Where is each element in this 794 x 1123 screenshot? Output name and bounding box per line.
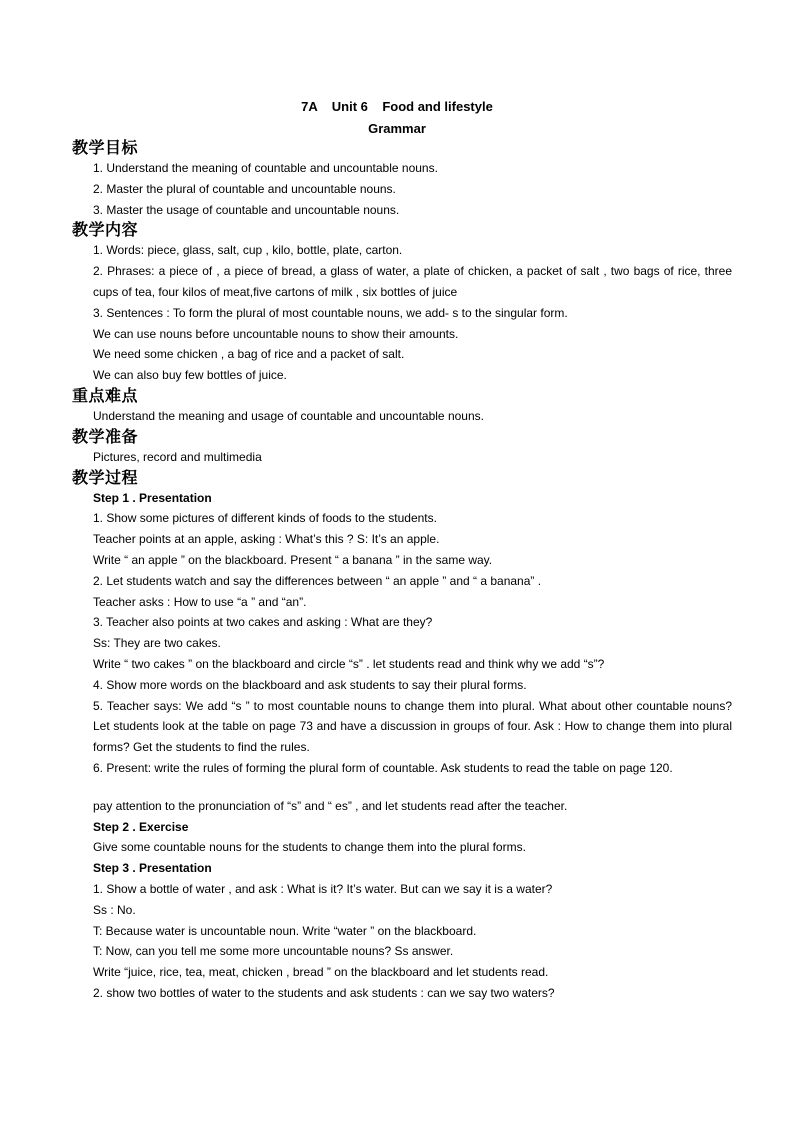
step-line: Ss: They are two cakes. [93,636,221,651]
step-title: Step 2 . Exercise [93,819,189,834]
preparation-line: Pictures, record and multimedia [93,449,262,464]
document-subtitle: Grammar [368,121,426,136]
content-line: 2. Phrases: a piece of , a piece of bread, a glass of water, a plate of chicken, a packet of salt , two bags of rice, three cups of tea, four kilos of meat,five cartons of milk , six bottles of juice [93,264,732,299]
section-heading-objectives: 教学目标 [72,138,139,157]
step-line: Teacher points at an apple, asking : What’s this ? S: It’s an apple. [93,532,440,547]
objective-line: 1. Understand the meaning of countable and uncountable nouns. [93,161,438,175]
step-line: Teacher asks : How to use “a ” and “an”. [93,594,307,609]
content-line: 1. Words: piece, glass, salt, cup , kilo, bottle, plate, carton. [93,243,403,258]
paragraph-gap [72,779,732,796]
step-line: 2. show two bottles of water to the students and ask students : can we say two waters? [93,985,555,1000]
step-line: 5. Teacher says: We add “s ” to most countable nouns to change them into plural. What about other countable nouns? Let students look at the table on page 73 and have a discussion in groups of four. Ask : How to change them into plural forms? Get the students to find the rules. [93,698,732,755]
step-line: 4. Show more words on the blackboard and ask students to say their plural forms. [93,677,527,692]
step-line: 6. Present: write the rules of forming the plural form of countable. Ask students to read the table on page 120. [93,760,673,775]
section-heading-content: 教学内容 [72,220,139,240]
step-title: Step 1 . Presentation [93,490,212,505]
section-heading-key-points: 重点难点 [72,385,139,405]
step-line: 3. Teacher also points at two cakes and asking : What are they? [93,615,433,630]
step-line: Write “ two cakes ” on the blackboard and circle “s” . let students read and think why we add “s”? [93,656,605,671]
section-heading-preparation: 教学准备 [72,426,139,446]
step-line: Give some countable nouns for the students to change them into the plural forms. [93,840,526,855]
step-line: T: Now, can you tell me some more uncountable nouns? Ss answer. [93,944,454,959]
document-body [72,138,732,1004]
step-line: pay attention to the pronunciation of “s” and “ es” , and let students read after the teacher. [93,798,568,813]
step-line: 1. Show a bottle of water , and ask : What is it? It’s water. But can we say it is a water? [93,881,553,896]
objective-line: 3. Master the usage of countable and uncountable nouns. [93,202,400,217]
content-line: We need some chicken , a bag of rice and a packet of salt. [93,347,405,362]
key-point-line: Understand the meaning and usage of countable and uncountable nouns. [93,408,484,423]
step-line: Write “ an apple ” on the blackboard. Present “ a banana ” in the same way. [93,552,493,567]
step-line: T: Because water is uncountable noun. Write “water ” on the blackboard. [93,923,477,938]
step-line: 1. Show some pictures of different kinds of foods to the students. [93,511,437,526]
step-line: Write “juice, rice, tea, meat, chicken , bread ” on the blackboard and let students read. [93,965,549,980]
step-title: Step 3 . Presentation [93,861,212,876]
section-heading-process: 教学过程 [72,467,139,487]
content-line: 3. Sentences : To form the plural of most countable nouns, we add- s to the singular form. [93,305,568,320]
objective-line: 2. Master the plural of countable and uncountable nouns. [93,181,396,196]
content-line: We can use nouns before uncountable nouns to show their amounts. [93,326,459,341]
step-line: 2. Let students watch and say the differences between “ an apple ” and “ a banana” . [93,573,542,588]
content-line: We can also buy few bottles of juice. [93,368,287,383]
document-title: 7A Unit 6 Food and lifestyle [301,99,493,114]
step-line: Ss : No. [93,902,136,917]
